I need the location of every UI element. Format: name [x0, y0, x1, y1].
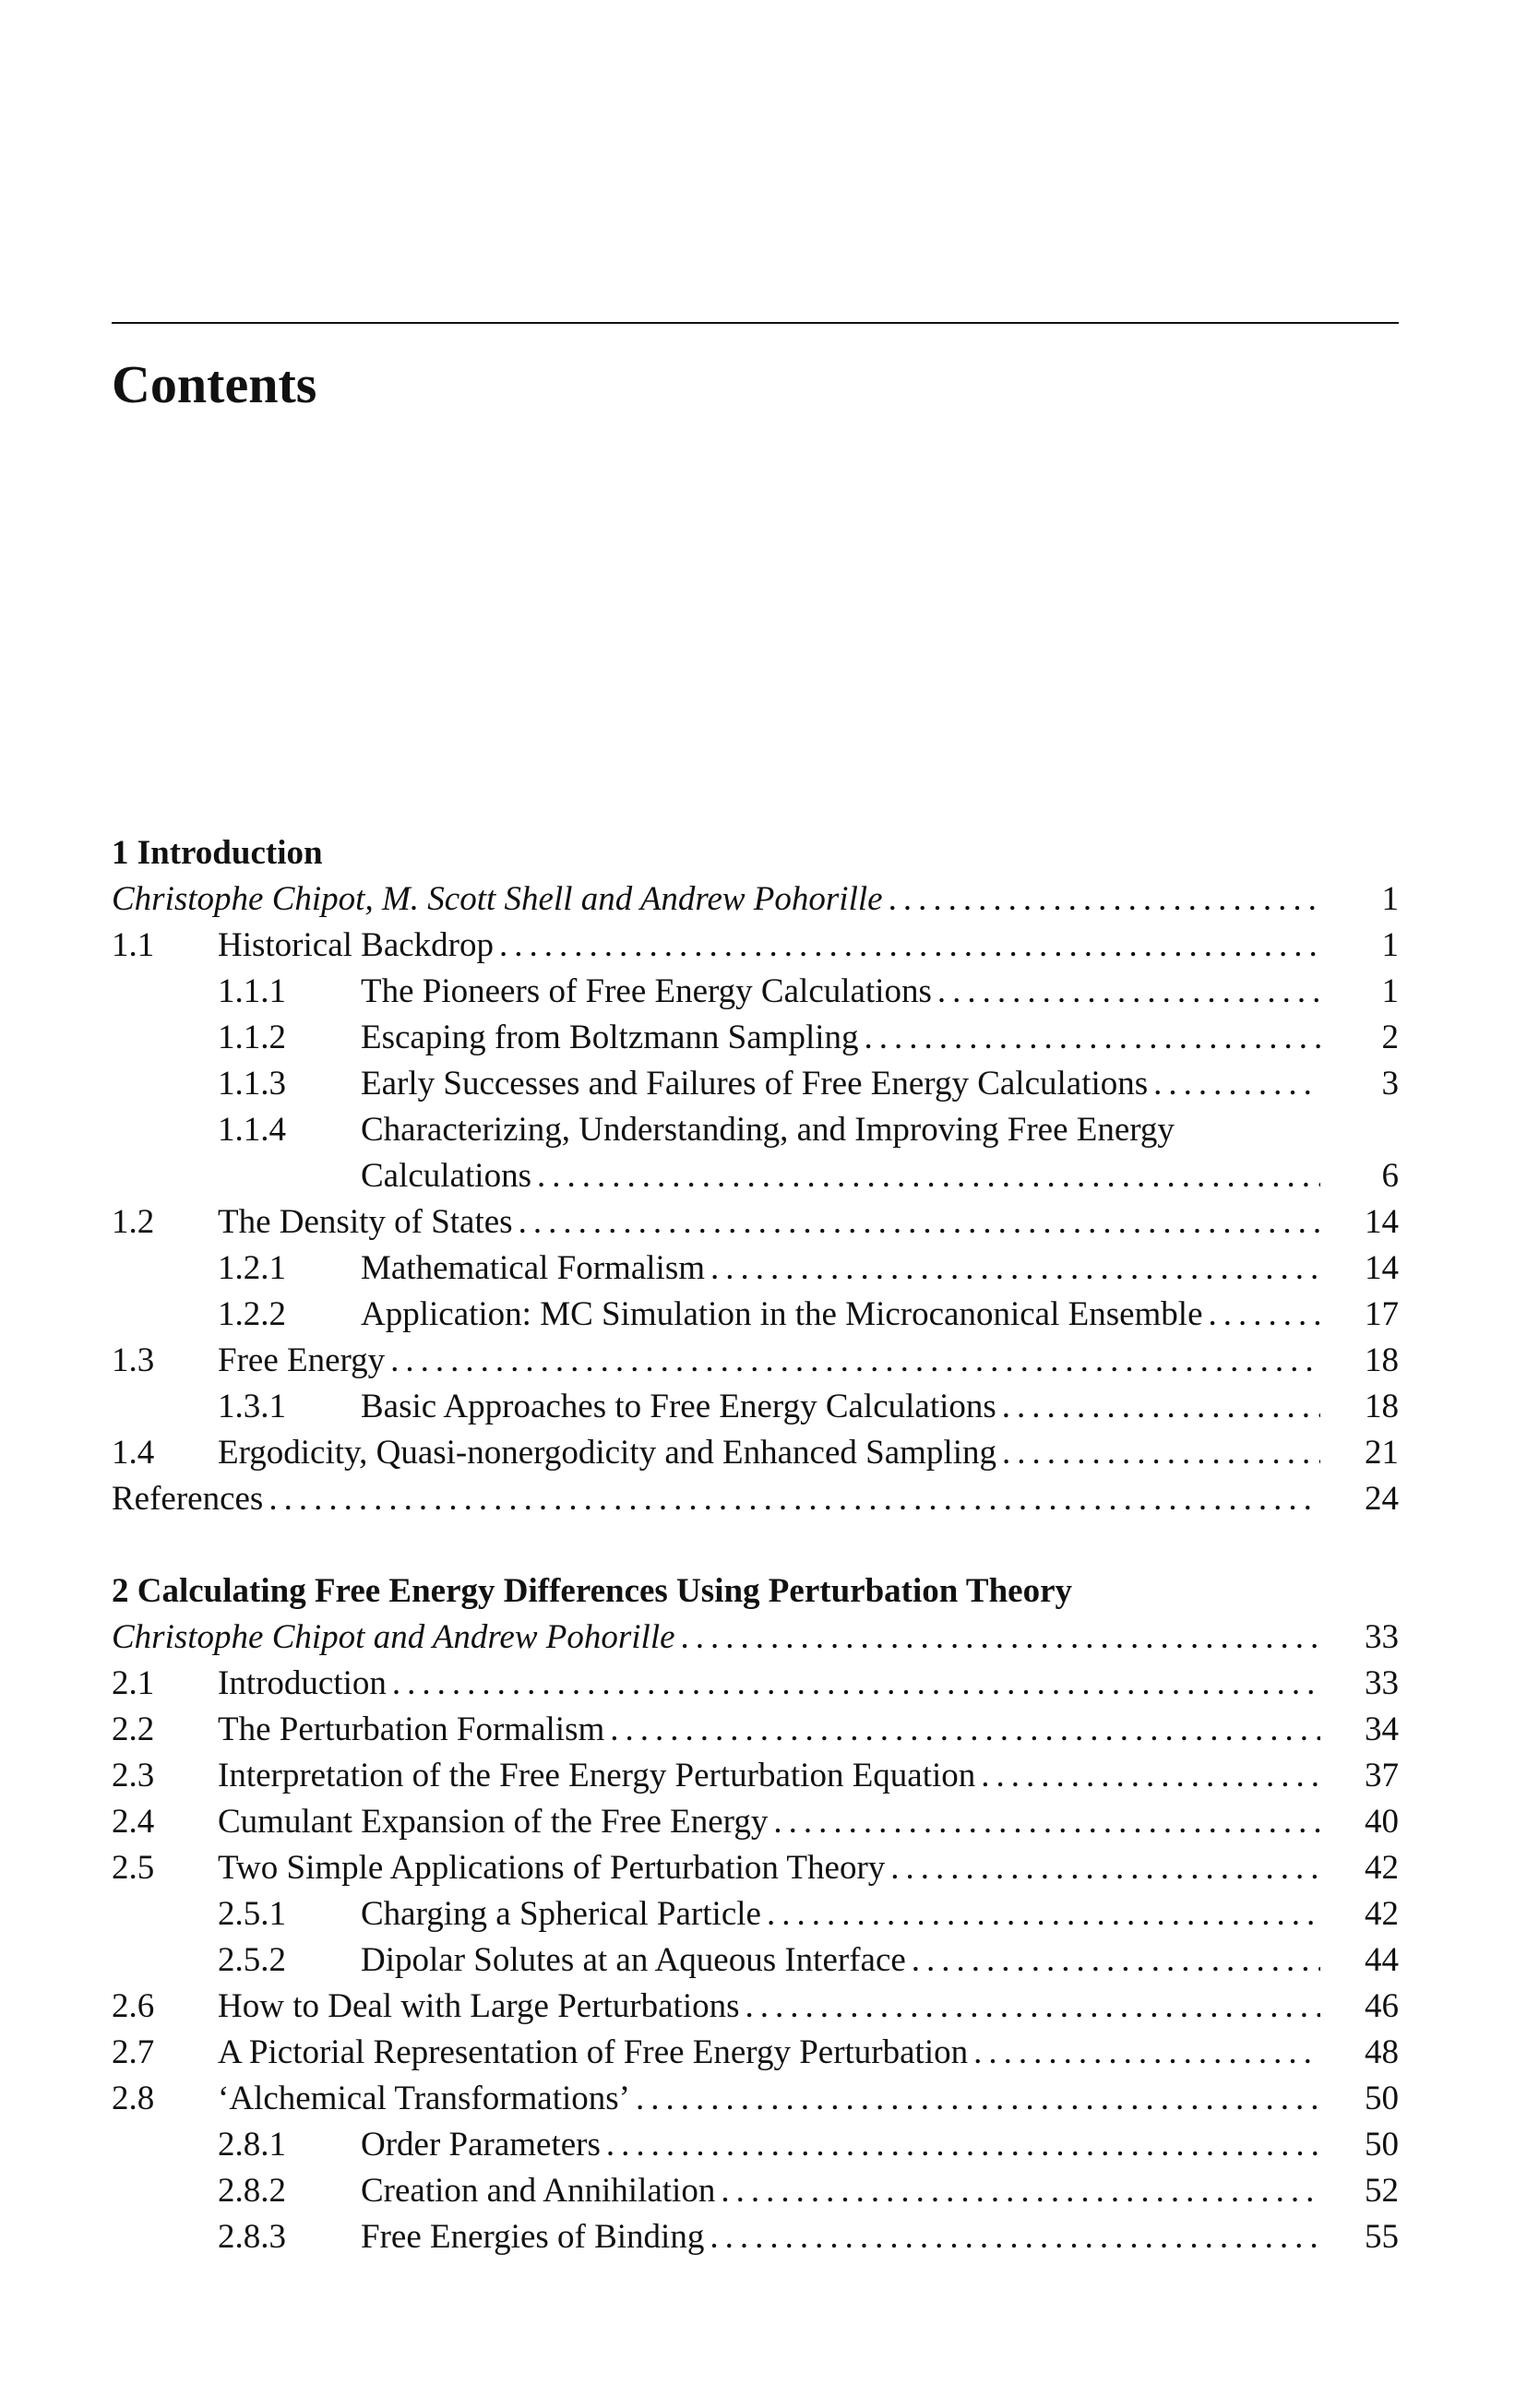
- dot-leader: [1203, 1292, 1321, 1338]
- page-number: 42: [1365, 1895, 1399, 1933]
- toc-entry[interactable]: [112, 1338, 1399, 1384]
- section-title: Charging a Spherical Particle: [361, 1895, 761, 1933]
- section-title: How to Deal with Large Perturbations: [218, 1987, 740, 2025]
- toc-entry[interactable]: [112, 2076, 1399, 2122]
- chapter-authors[interactable]: [112, 876, 1399, 923]
- toc-entry[interactable]: [112, 1891, 1399, 1937]
- toc-entry[interactable]: [112, 969, 1399, 1015]
- toc-entry[interactable]: [112, 1753, 1399, 1799]
- page-number: 17: [1365, 1295, 1399, 1333]
- entry-text-row: [218, 1753, 1320, 1799]
- section-title: Cumulant Expansion of the Free Energy: [218, 1803, 769, 1841]
- section-title: Early Successes and Failures of Free Energy Calculations: [361, 1065, 1149, 1103]
- toc-entry[interactable]: [112, 1246, 1399, 1292]
- section-number: 2.1: [112, 1664, 155, 1702]
- section-title: Escaping from Boltzmann Sampling: [361, 1019, 859, 1056]
- section-number: 2.5: [112, 1849, 155, 1887]
- section-title: Application: MC Simulation in the Microcanonical Ensemble: [361, 1295, 1203, 1333]
- section-title: Dipolar Solutes at an Aqueous Interface: [361, 1941, 906, 1979]
- dot-leader: [385, 1338, 1320, 1384]
- entry-text-row: [218, 1799, 1320, 1845]
- entry-text-row: [361, 2168, 1320, 2214]
- toc-entry[interactable]: [112, 1984, 1399, 2030]
- section-title: The Pioneers of Free Energy Calculations: [361, 972, 932, 1010]
- dot-leader: [494, 923, 1320, 969]
- page-number: 44: [1365, 1941, 1399, 1979]
- authors-text-row: [112, 1615, 1320, 1661]
- section-title: Mathematical Formalism: [361, 1249, 705, 1287]
- section-title: Two Simple Applications of Perturbation Theory: [218, 1849, 886, 1887]
- section-title: Calculations: [361, 1157, 531, 1195]
- section-number: 1.1.3: [218, 1065, 286, 1103]
- entry-text-row: [361, 1292, 1320, 1338]
- section-title: Introduction: [218, 1664, 387, 1702]
- section-number: 1.1.4: [218, 1111, 286, 1149]
- table-of-contents: [112, 830, 1399, 2260]
- entry-text-row: [361, 1246, 1320, 1292]
- entry-text-row: [218, 2030, 1320, 2076]
- toc-entry[interactable]: [112, 1430, 1399, 1476]
- dot-leader: [531, 1153, 1320, 1199]
- page-number: 33: [1365, 1664, 1399, 1702]
- page-number: 50: [1365, 2126, 1399, 2164]
- dot-leader: [932, 969, 1320, 1015]
- section-title: Basic Approaches to Free Energy Calculations: [361, 1388, 996, 1425]
- page-number: 48: [1365, 2033, 1399, 2071]
- section-title: A Pictorial Representation of Free Energy Perturbation: [218, 2033, 969, 2071]
- section-title: Ergodicity, Quasi-nonergodicity and Enhanced Sampling: [218, 1434, 996, 1472]
- section-number: 2.8: [112, 2080, 155, 2117]
- chapter-authors[interactable]: [112, 1615, 1399, 1661]
- dot-leader: [768, 1799, 1320, 1845]
- dot-leader: [885, 1845, 1320, 1891]
- section-title: ‘Alchemical Transformations’: [218, 2080, 630, 2117]
- dot-leader: [387, 1661, 1320, 1707]
- section-number: 2.5.2: [218, 1941, 286, 1979]
- toc-entry[interactable]: [112, 1107, 1399, 1153]
- section-title: Creation and Annihilation: [361, 2172, 716, 2210]
- dot-leader: [996, 1384, 1320, 1430]
- section-title: Order Parameters: [361, 2126, 601, 2164]
- entry-text-row: [361, 1061, 1320, 1107]
- chapter-block: [112, 830, 1399, 1522]
- toc-entry[interactable]: [112, 1937, 1399, 1984]
- toc-references-entry[interactable]: [112, 1476, 1399, 1522]
- toc-entry[interactable]: [112, 1292, 1399, 1338]
- section-number: 1.3.1: [218, 1388, 286, 1425]
- entry-text-row: [218, 1984, 1320, 2030]
- entry-text-row: [218, 2076, 1320, 2122]
- section-title: Historical Backdrop: [218, 926, 494, 964]
- page-number: 50: [1365, 2080, 1399, 2117]
- section-title: The Density of States: [218, 1203, 513, 1241]
- section-number: 1.1.2: [218, 1019, 286, 1056]
- authors-text-row: [112, 876, 1320, 923]
- dot-leader: [705, 1246, 1320, 1292]
- page-number: 24: [1365, 1480, 1399, 1518]
- toc-entry[interactable]: [112, 2214, 1399, 2260]
- dot-leader: [859, 1015, 1321, 1061]
- entry-text-row: [361, 1891, 1320, 1937]
- section-number: 2.8.1: [218, 2126, 286, 2164]
- toc-entry[interactable]: [112, 1845, 1399, 1891]
- section-number: 2.8.3: [218, 2218, 286, 2256]
- toc-entry[interactable]: [112, 1199, 1399, 1246]
- entry-text-row: [361, 1937, 1320, 1984]
- page-number: 40: [1365, 1803, 1399, 1841]
- chapter-heading[interactable]: [112, 830, 1399, 876]
- toc-entry[interactable]: [112, 2122, 1399, 2168]
- dot-leader: [761, 1891, 1320, 1937]
- page-number: 14: [1365, 1249, 1399, 1287]
- entry-text-row: [218, 1199, 1320, 1246]
- dot-leader: [630, 2076, 1320, 2122]
- page-number: 3: [1381, 1065, 1399, 1103]
- entry-text-row: [112, 1476, 1320, 1522]
- page-number: 18: [1365, 1341, 1399, 1379]
- entry-text-row: [361, 969, 1320, 1015]
- page-number: 37: [1365, 1757, 1399, 1794]
- dot-leader: [1148, 1061, 1320, 1107]
- page-number: 52: [1365, 2172, 1399, 2210]
- dot-leader: [975, 1753, 1320, 1799]
- section-number: 2.5.1: [218, 1895, 286, 1933]
- authors-names: Christophe Chipot, M. Scott Shell and Andrew Pohorille: [112, 880, 883, 918]
- entry-text-row: [218, 923, 1320, 969]
- entry-text-row: [361, 1015, 1320, 1061]
- toc-entry[interactable]: [112, 1384, 1399, 1430]
- section-number: 2.4: [112, 1803, 155, 1841]
- dot-leader: [704, 2214, 1320, 2260]
- toc-entry[interactable]: [112, 1061, 1399, 1107]
- section-number: 2.2: [112, 1711, 155, 1748]
- dot-leader: [263, 1476, 1320, 1522]
- section-number: 1.4: [112, 1434, 155, 1472]
- page-number: 1: [1381, 926, 1399, 964]
- page-number: 14: [1365, 1203, 1399, 1241]
- dot-leader: [604, 1707, 1320, 1753]
- page-number: 18: [1365, 1388, 1399, 1425]
- section-number: 1.1: [112, 926, 155, 964]
- entry-text-row: [361, 2122, 1320, 2168]
- section-number: 2.7: [112, 2033, 155, 2071]
- page-number: 1: [1381, 972, 1399, 1010]
- entry-text-row: [361, 1384, 1320, 1430]
- section-number: 1.2.1: [218, 1249, 286, 1287]
- toc-entry[interactable]: [112, 1661, 1399, 1707]
- entry-text-row: [218, 1707, 1320, 1753]
- section-number: 1.1.1: [218, 972, 286, 1010]
- toc-entry[interactable]: [112, 1799, 1399, 1845]
- section-number: 2.8.2: [218, 2172, 286, 2210]
- dot-leader: [883, 876, 1320, 923]
- page-number: 42: [1365, 1849, 1399, 1887]
- section-title: Interpretation of the Free Energy Perturbation Equation: [218, 1757, 976, 1794]
- dot-leader: [601, 2122, 1320, 2168]
- page-number: 34: [1365, 1711, 1399, 1748]
- section-title: Characterizing, Understanding, and Improving Free Energy: [361, 1111, 1175, 1149]
- page-number: 21: [1365, 1434, 1399, 1472]
- dot-leader: [968, 2030, 1320, 2076]
- section-number: 2.3: [112, 1757, 155, 1794]
- section-number: 1.2: [112, 1203, 155, 1241]
- section-title: The Perturbation Formalism: [218, 1711, 605, 1748]
- top-rule: [112, 322, 1399, 324]
- dot-leader: [996, 1430, 1320, 1476]
- dot-leader: [513, 1199, 1320, 1246]
- entry-text-row: [218, 1661, 1320, 1707]
- toc-entry[interactable]: [112, 2168, 1399, 2214]
- entry-text-row: [218, 1430, 1320, 1476]
- dot-leader: [715, 2168, 1320, 2214]
- page-number: 1: [1381, 880, 1399, 918]
- toc-entry[interactable]: [112, 1015, 1399, 1061]
- page-number: 33: [1365, 1618, 1399, 1656]
- toc-entry[interactable]: [112, 1153, 1399, 1199]
- authors-names: Christophe Chipot and Andrew Pohorille: [112, 1618, 675, 1656]
- toc-entry[interactable]: [112, 923, 1399, 969]
- section-title: Free Energies of Binding: [361, 2218, 705, 2256]
- page-number: 6: [1381, 1157, 1399, 1195]
- chapter-heading-text: 1 Introduction: [112, 834, 323, 872]
- entry-text-row: [218, 1338, 1320, 1384]
- entry-text-row: [361, 2214, 1320, 2260]
- section-number: 1.3: [112, 1341, 155, 1379]
- dot-leader: [740, 1984, 1321, 2030]
- page-number: 55: [1365, 2218, 1399, 2256]
- dot-leader: [906, 1937, 1320, 1984]
- section-number: 2.6: [112, 1987, 155, 2025]
- chapter-heading-text: 2 Calculating Free Energy Differences Using Perturbation Theory: [112, 1572, 1073, 1610]
- entry-text-row: [218, 1845, 1320, 1891]
- section-title: Free Energy: [218, 1341, 386, 1379]
- entry-text-row: [361, 1153, 1320, 1199]
- toc-entry[interactable]: [112, 1707, 1399, 1753]
- page-number: 2: [1381, 1019, 1399, 1056]
- page-number: 46: [1365, 1987, 1399, 2025]
- chapter-heading[interactable]: [112, 1568, 1399, 1615]
- page-title: Contents: [112, 354, 317, 414]
- entry-text-row: [361, 1107, 1320, 1153]
- chapter-block: [112, 1568, 1399, 2260]
- toc-entry[interactable]: [112, 2030, 1399, 2076]
- section-title: References: [112, 1480, 264, 1518]
- dot-leader: [675, 1615, 1320, 1661]
- section-number: 1.2.2: [218, 1295, 286, 1333]
